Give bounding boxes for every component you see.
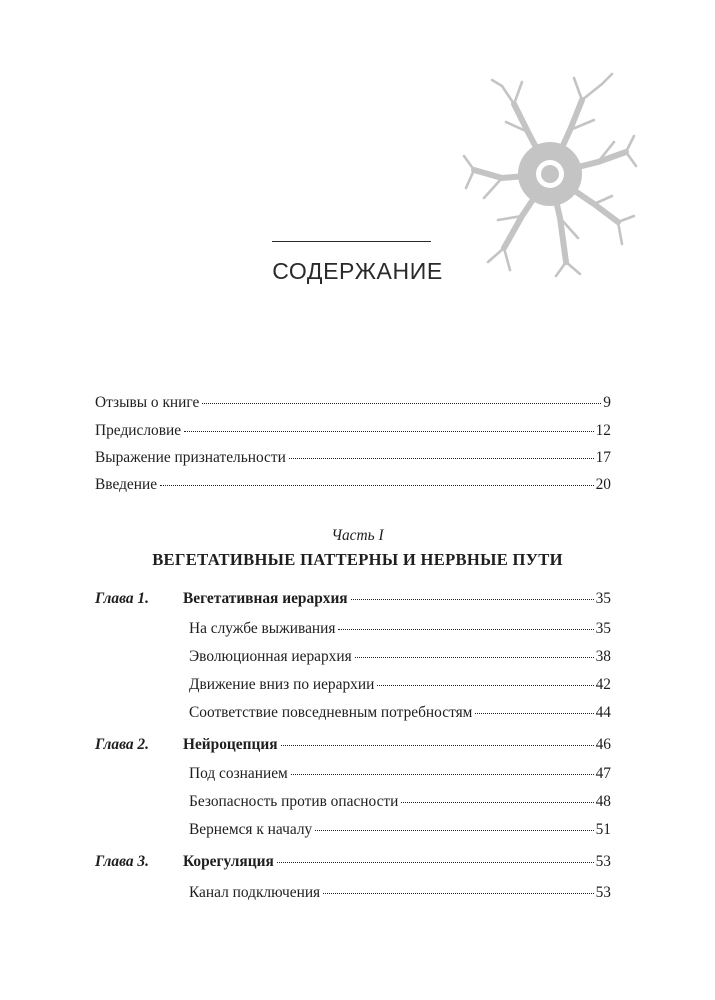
toc-section-title: Эволюционная иерархия bbox=[189, 648, 352, 665]
leader-dots bbox=[355, 657, 594, 658]
leader-dots bbox=[160, 485, 594, 486]
leader-dots bbox=[475, 713, 593, 714]
leader-dots bbox=[401, 802, 593, 803]
toc-entry-page: 53 bbox=[595, 853, 611, 870]
toc-entry-page: 12 bbox=[595, 422, 611, 439]
toc-entry[interactable] bbox=[95, 394, 611, 416]
toc-entry[interactable] bbox=[95, 449, 611, 471]
toc-section[interactable] bbox=[189, 765, 611, 787]
toc-section[interactable] bbox=[189, 884, 611, 906]
toc-entry-page: 17 bbox=[595, 449, 611, 466]
part-title: ВЕГЕТАТИВНЫЕ ПАТТЕРНЫ И НЕРВНЫЕ ПУТИ bbox=[152, 550, 563, 569]
chapter-label: Глава 2. bbox=[95, 736, 149, 753]
toc-entry-page: 9 bbox=[603, 394, 611, 411]
toc-section-title: Соответствие повседневным потребностям bbox=[189, 704, 473, 721]
chapter-label: Глава 1. bbox=[95, 590, 149, 607]
toc-section[interactable] bbox=[189, 793, 611, 815]
toc-entry-page: 38 bbox=[595, 648, 611, 665]
toc-entry-page: 48 bbox=[595, 793, 611, 810]
toc-entry-page: 53 bbox=[595, 884, 611, 901]
chapter-title: Нейроцепция bbox=[183, 736, 278, 753]
toc-entry-page: 35 bbox=[595, 590, 611, 607]
toc-entry[interactable] bbox=[95, 422, 611, 444]
toc-entry-page: 51 bbox=[595, 821, 611, 838]
toc-entry-page: 46 bbox=[595, 736, 611, 753]
leader-dots bbox=[351, 599, 594, 600]
leader-dots bbox=[277, 862, 594, 863]
neuron-icon bbox=[462, 66, 638, 278]
leader-dots bbox=[184, 431, 594, 432]
chapter-label: Глава 3. bbox=[95, 853, 149, 870]
chapter-title: Вегетативная иерархия bbox=[183, 590, 348, 607]
leader-dots bbox=[377, 685, 593, 686]
leader-dots bbox=[315, 830, 593, 831]
toc-entry-page: 47 bbox=[595, 765, 611, 782]
leader-dots bbox=[289, 458, 594, 459]
leader-dots bbox=[291, 774, 594, 775]
toc-chapter-1[interactable] bbox=[95, 590, 611, 612]
leader-dots bbox=[202, 403, 601, 404]
toc-section[interactable] bbox=[189, 821, 611, 843]
toc-section[interactable] bbox=[189, 648, 611, 670]
toc-entry-page: 20 bbox=[595, 476, 611, 493]
toc-section-title: Вернемся к началу bbox=[189, 821, 313, 838]
toc-section[interactable] bbox=[189, 676, 611, 698]
toc-section-title: Под сознанием bbox=[189, 765, 288, 782]
chapter-title: Корегуляция bbox=[183, 853, 274, 870]
toc-entry-page: 44 bbox=[595, 704, 611, 721]
leader-dots bbox=[281, 745, 594, 746]
toc-section-title: Движение вниз по иерархии bbox=[189, 676, 375, 693]
part-label: Часть I bbox=[331, 527, 384, 544]
toc-entry-title: Предисловие bbox=[95, 422, 182, 439]
toc-section-title: На службе выживания bbox=[189, 620, 336, 637]
toc-section[interactable] bbox=[189, 620, 611, 642]
toc-entry-title: Выражение признательности bbox=[95, 449, 286, 466]
title-divider bbox=[272, 241, 431, 242]
toc-section-title: Канал подключения bbox=[189, 884, 321, 901]
toc-entry-title: Введение bbox=[95, 476, 158, 493]
toc-entry-page: 42 bbox=[595, 676, 611, 693]
toc-entry-page: 35 bbox=[595, 620, 611, 637]
page-title: СОДЕРЖАНИЕ bbox=[272, 258, 443, 284]
toc-section-title: Безопасность против опасности bbox=[189, 793, 399, 810]
toc-chapter-3[interactable] bbox=[95, 853, 611, 875]
toc-entry[interactable] bbox=[95, 476, 611, 498]
toc-chapter-2[interactable] bbox=[95, 736, 611, 758]
leader-dots bbox=[338, 629, 593, 630]
toc-entry-title: Отзывы о книге bbox=[95, 394, 200, 411]
toc-section[interactable] bbox=[189, 704, 611, 726]
leader-dots bbox=[323, 893, 593, 894]
